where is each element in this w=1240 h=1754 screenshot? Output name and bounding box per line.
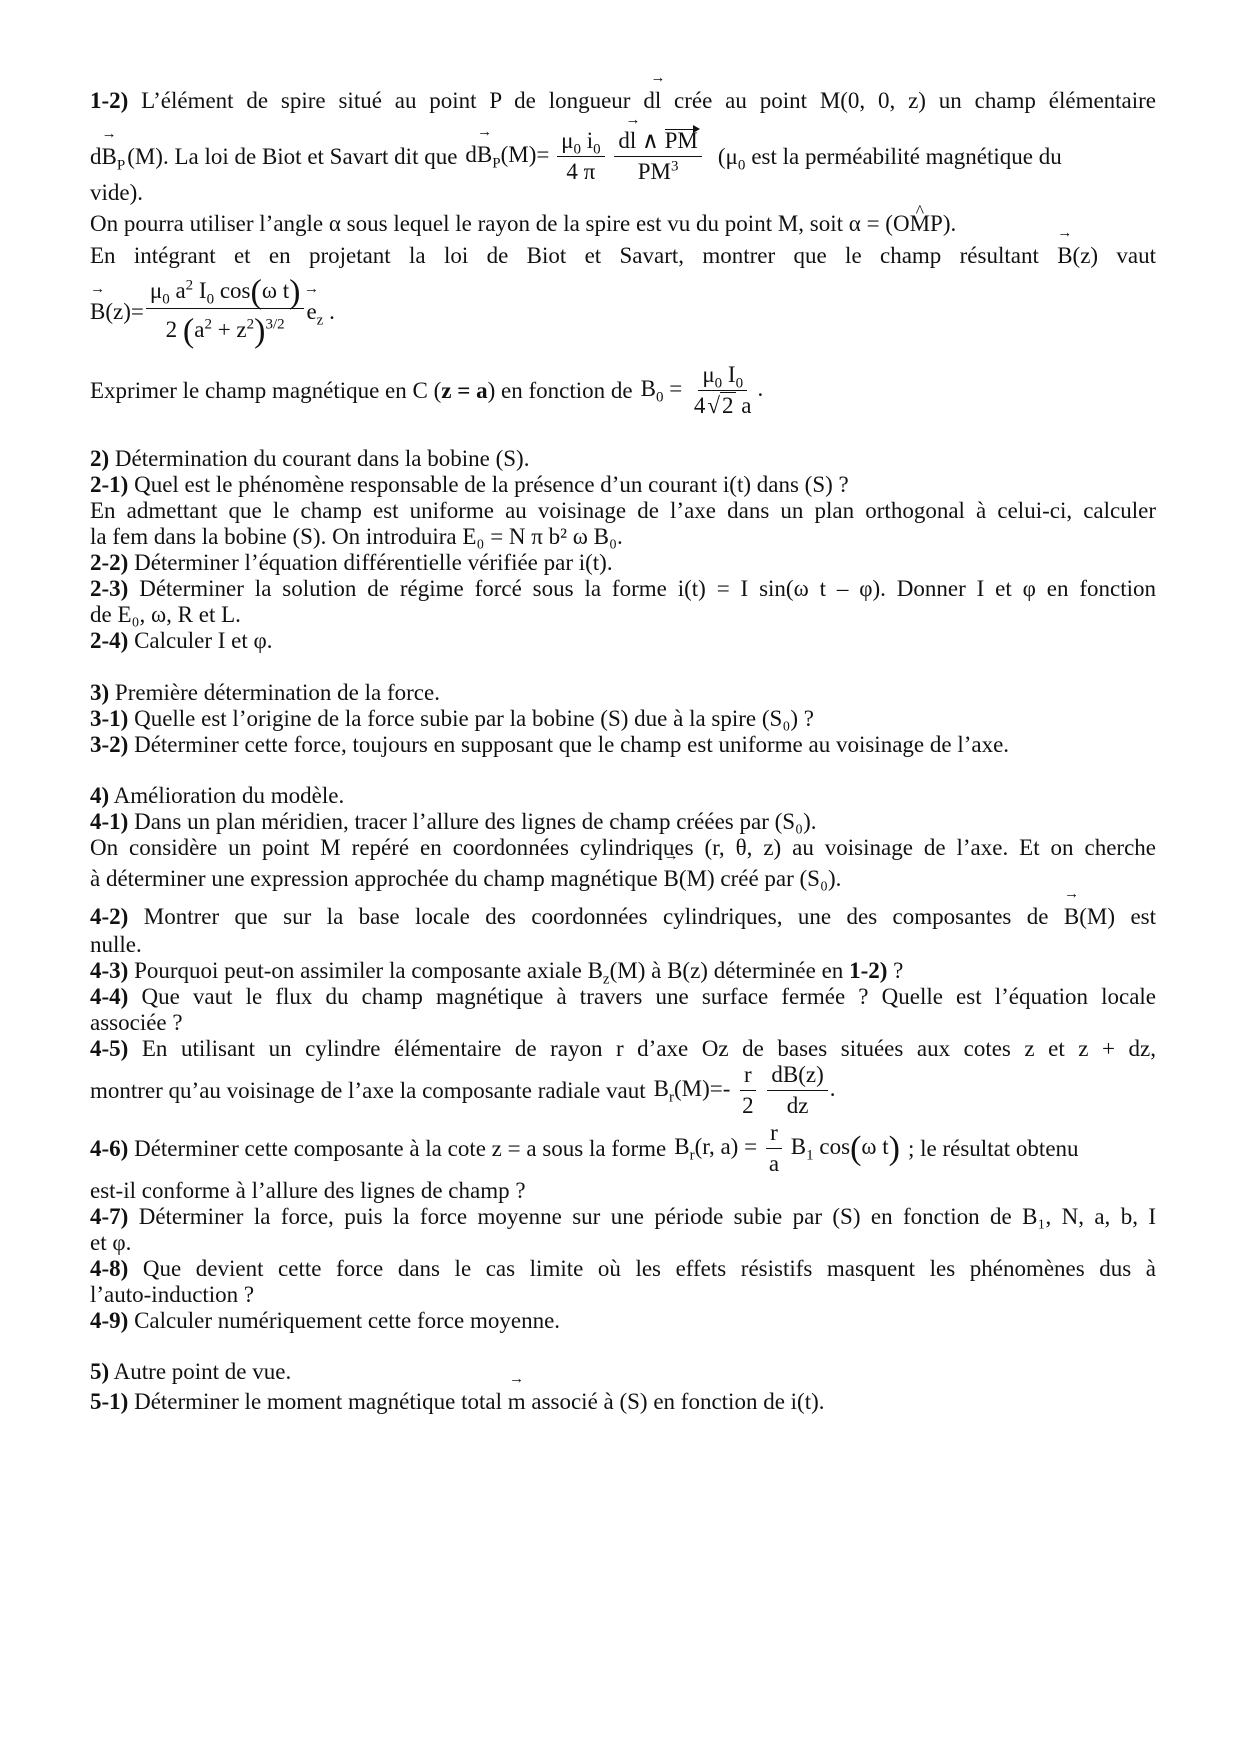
s5-num: 5) (90, 1359, 110, 1384)
q42-text: Montrer que sur la base locale des coordonnées cylindriques, une des composantes de (143, 904, 1049, 929)
q32-label: 3-2) (90, 732, 129, 757)
q47-line2: et φ. (90, 1230, 132, 1255)
B0-formula: $B_0$ = $\frac{\mu_0 I_0}{4√2 a}$ . (640, 362, 764, 418)
s3-title: Première détermination de la force. (114, 680, 440, 705)
s5-title: Autre point de vue. (113, 1359, 292, 1384)
q46-text-b: ; le résultat obtenu (908, 1136, 1079, 1161)
q49-line (90, 1306, 1156, 1335)
q21-line1 (90, 470, 1156, 499)
q23-line1 (90, 574, 1156, 603)
q32-text: Déterminer cette force, toujours en supposant que le champ est uniforme au voisinage de l’axe. (134, 732, 1010, 757)
Br-a-formula: $B_r(r$, a) = $\frac{r}{a}$ $B_1$ cos(ω t) (674, 1120, 900, 1176)
q12-bold-za: z = a (441, 378, 488, 403)
s2-heading (90, 444, 1156, 473)
q51-text-a: Déterminer le moment magnétique total (134, 1389, 502, 1414)
q43-text-b: (M) à B(z) déterminée en (609, 958, 844, 983)
q42-line1 (90, 902, 1156, 931)
q12-text5a: En intégrant et en projetant la loi de Biot et Savart, montrer que le champ résultant (90, 243, 1039, 268)
q43-text-a: Pourquoi peut-on assimiler la composante axiale B (134, 958, 603, 983)
q42-label: 4-2) (90, 904, 129, 929)
q41-text3b: créé par (S₀). (720, 866, 842, 891)
angle-omp: O^ MP (893, 211, 943, 236)
q31-line (90, 704, 1156, 733)
q21-text: Quel est le phénomène responsable de la présence d’un courant i(t) dans (S) ? (134, 472, 849, 497)
q44-label: 4-4) (90, 984, 129, 1009)
q12-text5b: vaut (1116, 243, 1157, 268)
q24-line (90, 626, 1156, 655)
q43-ref: 1-2) (849, 958, 888, 983)
Bz-symbol: → B(z) (1057, 243, 1098, 268)
q51-line (90, 1387, 1156, 1416)
q12-line2 (90, 128, 1156, 185)
s3-heading (90, 678, 1156, 707)
q12-line7 (90, 362, 1156, 419)
BM-symbol-2: → B(M) (1064, 904, 1115, 929)
BM-symbol: → B(M) (664, 866, 715, 891)
q44-text: Que vaut le flux du champ magnétique à travers une surface fermée ? Quelle est l’équation locale (141, 984, 1157, 1009)
q49-label: 4-9) (90, 1308, 129, 1333)
q12-line4 (90, 209, 1156, 238)
s4-title: Amélioration du modèle. (113, 783, 345, 808)
biot-savart-formula: $d\to B_P(M)=$ $\frac{\mu_0 i_0}{4 \pi}$ $\frac{d\to l \wedge PM}{PM^3}$ (465, 128, 703, 185)
q43-text-c: ? (893, 958, 904, 983)
q21-line2: En admettant que le champ est uniforme au voisinage de l’axe dans un plan orthogonal à celui-ci, calculer (90, 498, 1156, 523)
q47-line1 (90, 1202, 1156, 1231)
q45-text: En utilisant un cylindre élémentaire de rayon r d’axe Oz de bases situées aux cotes z et z + dz, (141, 1036, 1157, 1061)
q12-line5 (90, 241, 1156, 270)
q47-label: 4-7) (90, 1204, 129, 1229)
q44-line1 (90, 982, 1156, 1011)
q51-text-b: associé à (S) en fonction de i(t). (531, 1389, 825, 1414)
q12-text2b: ($\mu_0$ (717, 144, 746, 174)
q31-label: 3-1) (90, 706, 129, 731)
dBp-symbol: $d\to B_P$ (90, 142, 125, 171)
q41-label: 4-1) (90, 809, 129, 834)
q41-line3 (90, 864, 1156, 893)
q31-text: Quelle est l’origine de la force subie par la bobine (S) due à la spire (S₀) ? (134, 706, 814, 731)
q46-label: 4-6) (90, 1136, 129, 1161)
q12-line1 (90, 86, 1156, 115)
q12-text1: L’élément de spire situé au point P de longueur (141, 88, 631, 113)
q43-line: 4-3) Pourquoi peut-on assimiler la composante axiale $B_z(M)$ à B(z) déterminée en 1-2) ? (90, 958, 904, 988)
q12-text4: On pourra utiliser l’angle α sous lequel le rayon de la spire est vu du point M, soit α = ( (90, 211, 893, 236)
s3-num: 3) (90, 680, 110, 705)
q41-text: Dans un plan méridien, tracer l’allure des lignes de champ créées par (S₀). (134, 809, 817, 834)
s4-num: 4) (90, 783, 110, 808)
q23-line2: de E₀, ω, R et L. (90, 602, 241, 627)
s5-heading (90, 1357, 1156, 1386)
q21-label: 2-1) (90, 472, 129, 497)
q45-label: 4-5) (90, 1036, 129, 1061)
q32-line (90, 730, 1156, 759)
q46-line1 (90, 1120, 1156, 1177)
s2-num: 2) (90, 446, 110, 471)
q22-text: Déterminer l’équation différentielle vérifiée par i(t). (134, 550, 613, 575)
q21-line3: la fem dans la bobine (S). On introduira E₀ = N π b² ω B₀. (90, 524, 623, 549)
q12-text1b: crée au point M(0, 0, z) un champ élémentaire (674, 88, 1157, 113)
q48-text: Que devient cette force dans le cas limite où les effets résistifs masquent les phénomènes dus à (142, 1256, 1157, 1281)
q46-text-a: Déterminer cette composante à la cote z = a sous la forme (134, 1136, 667, 1161)
q42-end: est (1130, 904, 1157, 929)
q48-label: 4-8) (90, 1256, 129, 1281)
q45-line1 (90, 1034, 1156, 1063)
m-vector: → m (508, 1389, 526, 1414)
q12-label: 1-2) (90, 88, 129, 113)
q22-label: 2-2) (90, 550, 129, 575)
q24-label: 2-4) (90, 628, 129, 653)
q41-text3a: à déterminer une expression approchée du champ magnétique (90, 866, 658, 891)
q44-line2: associée ? (90, 1010, 183, 1035)
q48-line1 (90, 1254, 1156, 1283)
q45-line2 (90, 1062, 1156, 1119)
q23-label: 2-3) (90, 576, 129, 601)
dl-vector: d→ l (643, 88, 661, 113)
q45-text2: montrer qu’au voisinage de l’axe la composante radiale vaut (90, 1078, 646, 1103)
Br-formula: $B_r(M)=-$ $\frac{r}{2}$ $\frac{dB(z)}{dz}$ . (653, 1062, 836, 1118)
q43-label: 4-3) (90, 958, 129, 983)
q12-field-formula: → B(z)= $\frac{\mu_0 a^2 I_0 \cos(\omega t)}{2 (a^2 + z^2)^{3/2}}$ → $e_z$ . (90, 278, 1156, 344)
q49-text: Calculer numériquement cette force moyenne. (134, 1308, 561, 1333)
q12-text2a: (M). La loi de Biot et Savart dit que (127, 144, 458, 169)
q41-line2: On considère un point M repéré en coordonnées cylindriques (r, θ, z) au voisinage de l’axe. Et on cherche (90, 835, 1156, 860)
q46-line2: est-il conforme à l’allure des lignes de champ ? (90, 1178, 526, 1203)
q22-line (90, 548, 1156, 577)
q51-label: 5-1) (90, 1389, 129, 1414)
q12-line3: vide). (90, 180, 144, 205)
q42-line2: nulle. (90, 932, 142, 957)
q41-line1 (90, 807, 1156, 836)
q12-text2c: est la perméabilité magnétique du (751, 144, 1062, 169)
q12-text4end: ). (942, 211, 957, 236)
q24-text: Calculer I et φ. (134, 628, 273, 653)
q23-text: Déterminer la solution de régime forcé sous la forme i(t) = I sin(ω t – φ). Donner I et φ en fonction (139, 576, 1157, 601)
q12-text7a: Exprimer le champ magnétique en C ( (90, 378, 442, 403)
q48-line2: l’auto-induction ? (90, 1282, 255, 1307)
s2-title: Détermination du courant dans la bobine (S). (114, 446, 530, 471)
q47-text: Déterminer la force, puis la force moyenne sur une période subie par (S) en fonction de B₁, N, a, b, I (138, 1204, 1156, 1229)
q12-text7b: ) en fonction de (487, 378, 633, 403)
s4-heading (90, 781, 1156, 810)
